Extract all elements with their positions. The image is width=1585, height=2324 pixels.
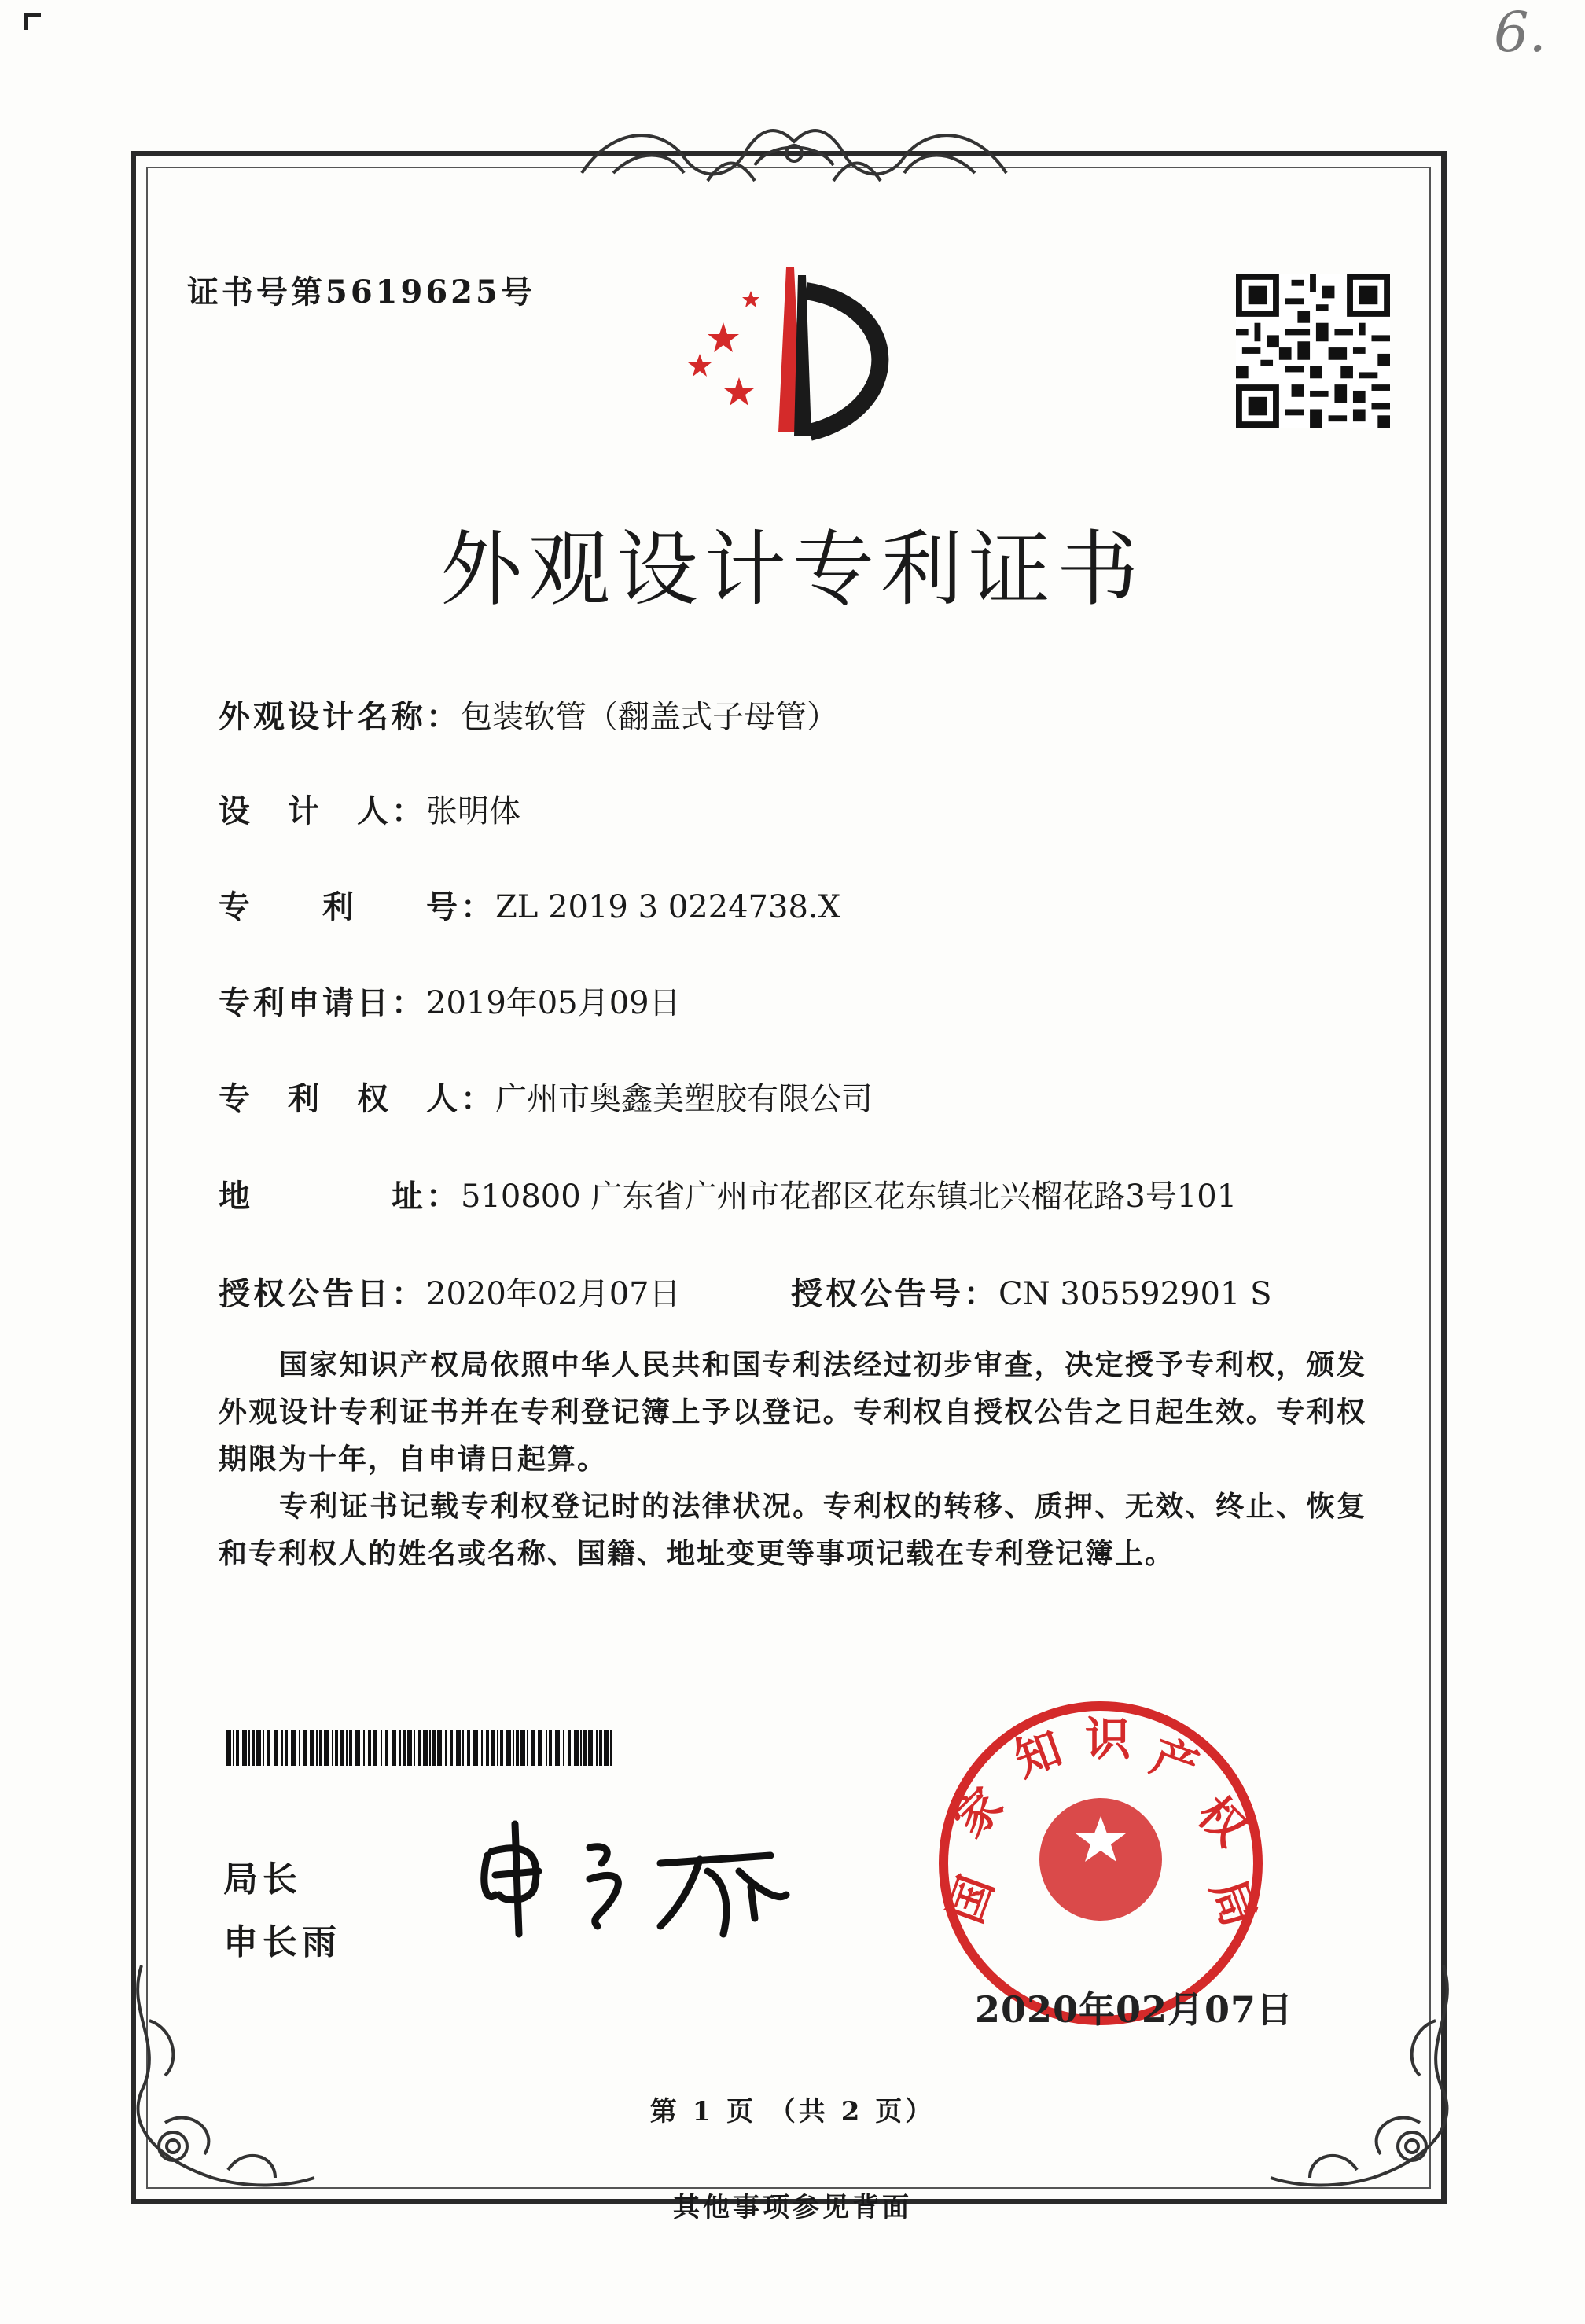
grant-date-value: 2020年02月07日 (426, 1276, 681, 1312)
barcode-icon (226, 1730, 612, 1766)
design-name-label: 外观设计名称： (219, 698, 461, 735)
design-name-value: 包装软管（翻盖式子母管） (461, 699, 838, 735)
filing-date-value: 2019年05月09日 (426, 985, 681, 1021)
svg-text:家: 家 (943, 1777, 1013, 1848)
field-grant-no (791, 1269, 1271, 1314)
top-ornament-icon (566, 110, 1022, 197)
legal-paragraph-1: 国家知识产权局依照中华人民共和国专利法经过初步审查，决定授予专利权，颁发外观设计专利证书并在专利登记簿上予以登记。专利权自授权公告之日起生效。专利权期限为十年，自申请日起算。 (219, 1348, 1366, 1476)
patent-no-label: 专 利 号： (219, 888, 495, 925)
patentee-value: 广州市奥鑫美塑胶有限公司 (495, 1081, 873, 1117)
field-filing-date (219, 978, 681, 1023)
grant-date-label: 授权公告日： (219, 1275, 426, 1312)
field-design-name (219, 692, 838, 737)
scan-corner-mark (24, 13, 41, 30)
director-signature-icon (472, 1816, 802, 1942)
qr-code-icon (1236, 274, 1390, 428)
grant-no-label: 授权公告号： (791, 1275, 998, 1312)
address-value: 510800 广东省广州市花都区花东镇北兴榴花路3号101 (461, 1179, 1237, 1215)
designer-label: 设 计 人： (219, 792, 426, 829)
svg-text:国: 国 (938, 1869, 1004, 1930)
handwritten-mark: 6. (1494, 0, 1546, 64)
field-designer (219, 786, 520, 831)
address-label: 地 址： (219, 1178, 461, 1215)
bottom-left-ornament-icon (118, 1950, 322, 2201)
field-address (219, 1171, 1237, 1216)
director-name: 申长雨 (223, 1922, 341, 1962)
svg-text:局: 局 (1200, 1872, 1267, 1934)
director-title: 局长 (223, 1859, 302, 1899)
field-grant-date (219, 1269, 681, 1314)
legal-paragraph-2: 专利证书记载专利权登记时的法律状况。专利权的转移、质押、无效、终止、恢复和专利权人的姓名或名称、国籍、地址变更等事项记载在专利登记簿上。 (219, 1490, 1366, 1570)
patent-office-emblem-icon (676, 259, 912, 448)
certificate-number: 证书号第5619625号 (187, 274, 535, 311)
filing-date-label: 专利申请日： (219, 984, 426, 1021)
patentee-label: 专 利 权 人： (219, 1080, 495, 1117)
patent-no-value: ZL 2019 3 0224738.X (495, 889, 841, 925)
field-patentee (219, 1074, 873, 1119)
field-patent-no (219, 882, 840, 927)
certificate-title: 外观设计专利证书 (439, 521, 1145, 617)
seal-date: 2020年02月07日 (975, 1988, 1294, 2031)
svg-text:权: 权 (1187, 1785, 1258, 1856)
footer-note: 其他事项参见背面 (673, 2192, 912, 2223)
svg-text:知: 知 (1007, 1721, 1069, 1788)
page-number: 第 1 页 （共 2 页） (649, 2096, 936, 2127)
grant-no-value: CN 305592901 S (998, 1276, 1272, 1312)
svg-text:识: 识 (1085, 1712, 1131, 1766)
svg-text:产: 产 (1144, 1729, 1205, 1795)
designer-value: 张明体 (426, 793, 520, 829)
